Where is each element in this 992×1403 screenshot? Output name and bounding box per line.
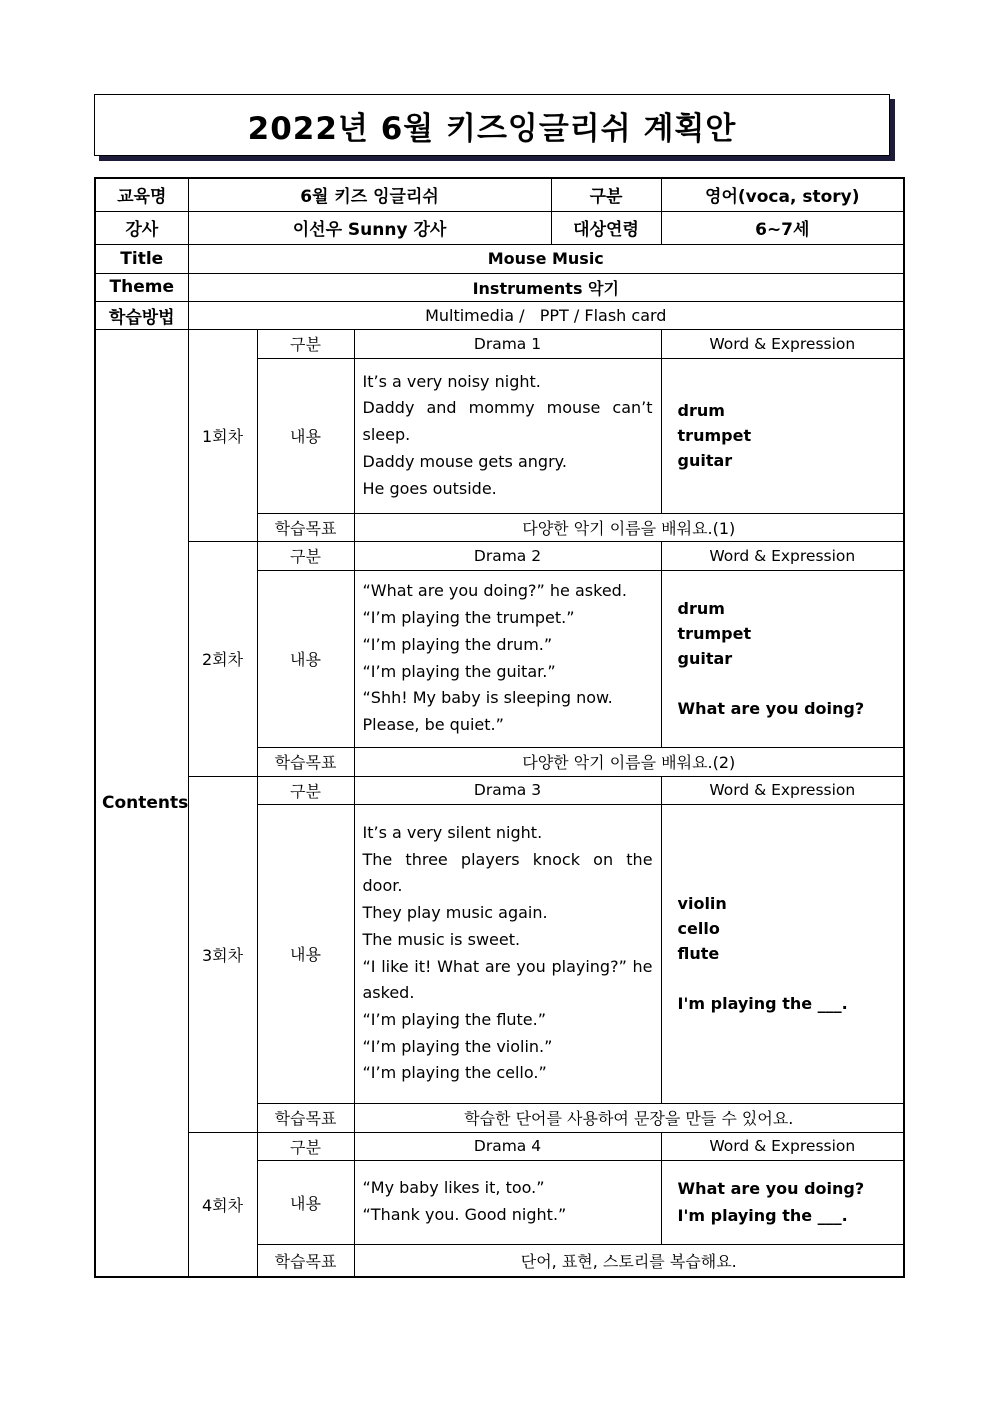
drama-label: Drama 2 [354,541,661,570]
goal-value: 다양한 악기 이름을 배워요.(2) [354,747,904,776]
story-line: Daddy and mommy mouse can’t sleep. [362,398,653,445]
words-header: Word & Expression [661,329,904,358]
goal-label: 학습목표 [257,747,354,776]
content-label: 내용 [257,804,354,1103]
session-name: 3회차 [188,776,257,1132]
division-label: 구분 [257,329,354,358]
goal-label: 학습목표 [257,1244,354,1277]
title-label: Title [95,244,188,273]
story-cell [354,804,661,1103]
story-cell [354,570,661,747]
word: guitar [677,451,733,470]
course-label: 교육명 [95,178,188,211]
age-label: 대상연령 [551,211,661,244]
course-value: 6월 키즈 잉글리쉬 [188,178,551,211]
story-line: “Shh! My baby is sleeping now. [362,688,613,708]
words-header: Word & Expression [661,776,904,804]
teacher-label: 강사 [95,211,188,244]
method-label: 학습방법 [95,301,188,329]
division-label: 구분 [257,541,354,570]
contents-label: Contents [95,329,188,1277]
story-line: “I’m playing the violin.” [362,1036,553,1056]
words-cell [661,804,904,1103]
goal-label: 학습목표 [257,513,354,541]
words-cell [661,570,904,747]
story-line: It’s a very silent night. [362,822,543,842]
content-label: 내용 [257,570,354,747]
story-line: The three players knock on the door. [362,849,653,896]
story-line: “My baby likes it, too.” [362,1178,545,1198]
division-label: 구분 [257,1132,354,1160]
story-line: Please, be quiet.” [362,714,504,734]
words-cell [661,358,904,513]
goal-value: 단어, 표현, 스토리를 복습해요. [354,1244,904,1277]
age-value: 6~7세 [661,211,904,244]
category-value: 영어(voca, story) [661,178,904,211]
word: trumpet [677,426,752,445]
goal-value: 학습한 단어를 사용하여 문장을 만들 수 있어요. [354,1103,904,1132]
theme-value: Instruments 악기 [188,273,904,301]
story-line: The music is sweet. [362,929,521,949]
story-line: “I’m playing the cello.” [362,1063,547,1083]
plan-table [94,177,905,1278]
story-cell [354,358,661,513]
drama-label: Drama 3 [354,776,661,804]
story-line: “I like it! What are you playing?” he asked. [362,956,653,1003]
session-name: 4회차 [188,1132,257,1277]
story-line: It’s a very noisy night. [362,371,541,391]
story-line: “I’m playing the flute.” [362,1009,547,1029]
story-line: He goes outside. [362,478,497,498]
expression: I'm playing the ___. [677,994,848,1013]
story-line: Daddy mouse gets angry. [362,451,567,471]
words-header: Word & Expression [661,541,904,570]
division-label: 구분 [257,776,354,804]
story-cell [354,1160,661,1244]
word: violin [677,894,727,913]
word: guitar [677,649,733,668]
word: drum [677,401,725,420]
method-value: Multimedia / PPT / Flash card [188,301,904,329]
words-header: Word & Expression [661,1132,904,1160]
story-line: They play music again. [362,903,548,923]
session-name: 1회차 [188,329,257,541]
story-line: “What are you doing?” he asked. [362,581,627,601]
session-name: 2회차 [188,541,257,776]
expression: What are you doing? [677,1179,865,1198]
content-label: 내용 [257,358,354,513]
goal-value: 다양한 악기 이름을 배워요.(1) [354,513,904,541]
story-line: “Thank you. Good night.” [362,1205,567,1224]
title-value: Mouse Music [188,244,904,273]
words-cell [661,1160,904,1244]
word: flute [677,944,720,963]
word: cello [677,919,720,938]
teacher-value: 이선우 Sunny 강사 [188,211,551,244]
category-label: 구분 [551,178,661,211]
content-label: 내용 [257,1160,354,1244]
expression: What are you doing? [677,699,865,718]
page-title: 2022년 6월 키즈잉글리쉬 계획안 [247,110,737,147]
story-line: “I’m playing the guitar.” [362,661,556,681]
goal-label: 학습목표 [257,1103,354,1132]
drama-label: Drama 1 [354,329,661,358]
title-box [94,94,890,156]
story-line: “I’m playing the trumpet.” [362,608,575,628]
story-line: “I’m playing the drum.” [362,634,553,654]
theme-label: Theme [95,273,188,301]
word: trumpet [677,624,752,643]
drama-label: Drama 4 [354,1132,661,1160]
expression: I'm playing the ___. [677,1206,848,1225]
word: drum [677,599,725,618]
